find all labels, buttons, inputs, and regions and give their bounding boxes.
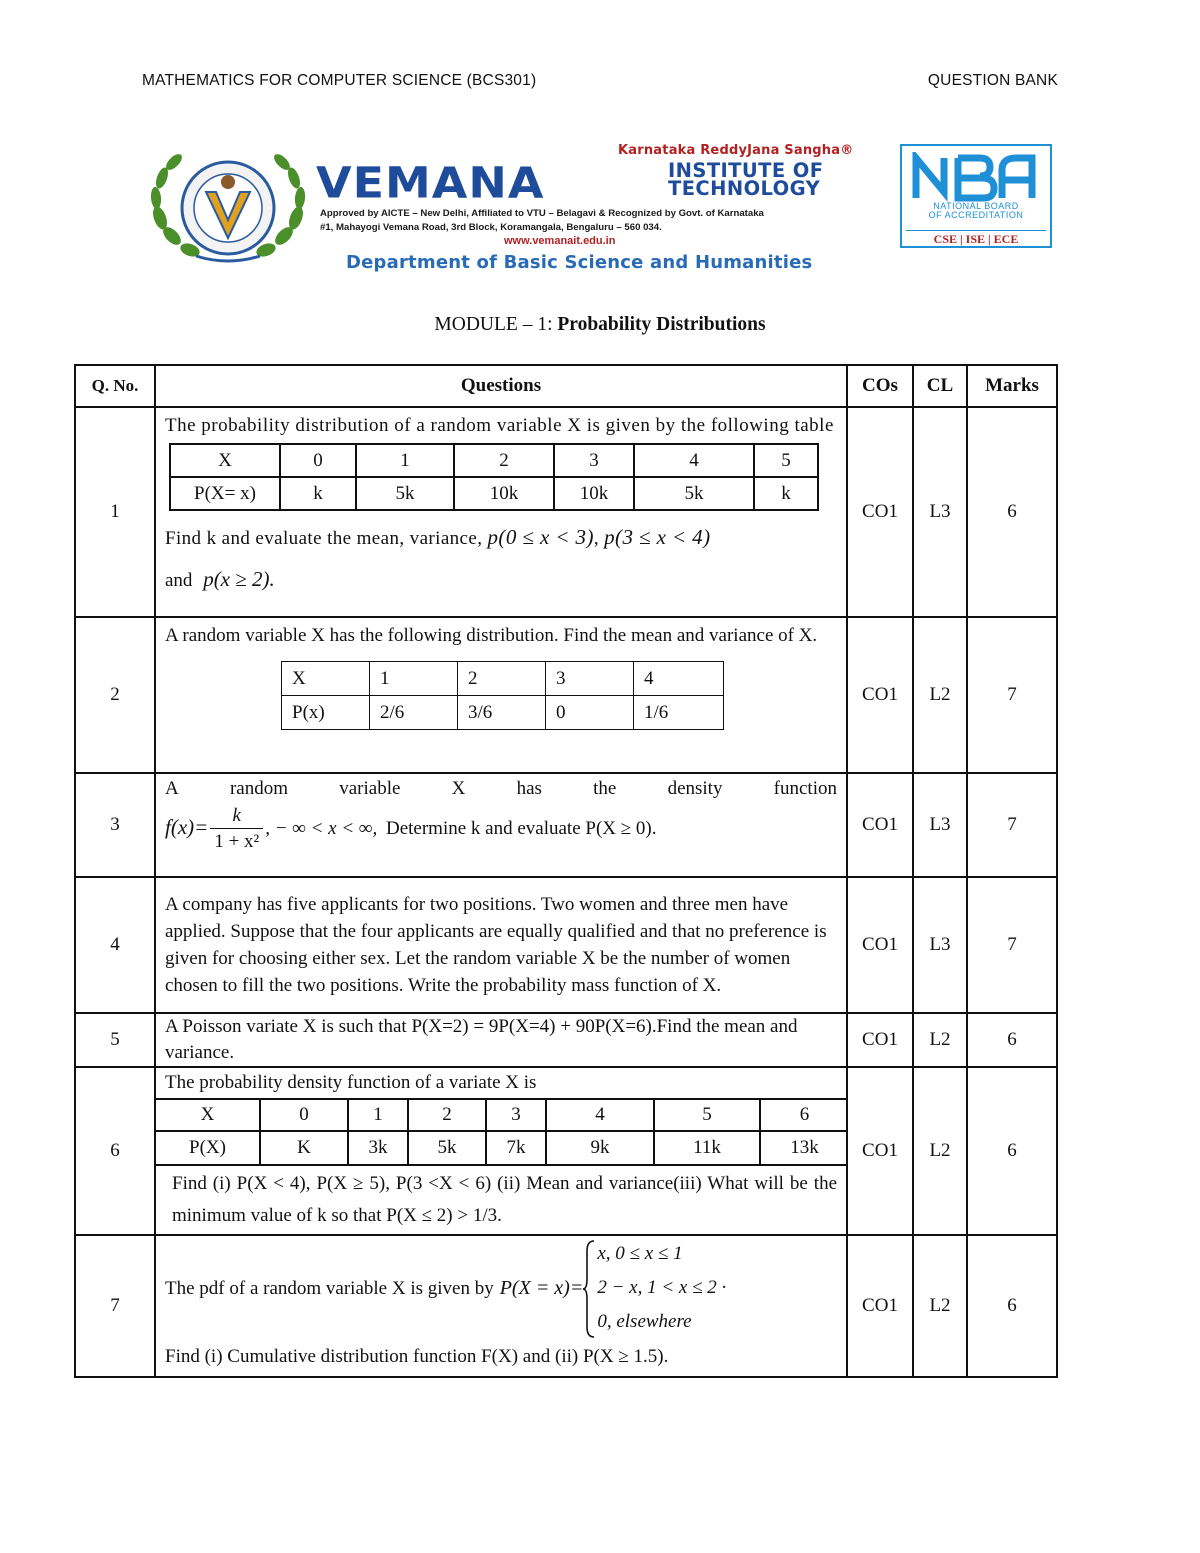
question-text-cell (155, 617, 847, 773)
density-function (165, 804, 837, 855)
x-label: X (170, 444, 280, 477)
question-text-cell (155, 407, 847, 617)
document-type: QUESTION BANK (927, 72, 1058, 89)
question-row-7 (75, 1235, 1057, 1377)
question-number: 6 (75, 1067, 155, 1235)
x-value: 4 (634, 444, 754, 477)
nba-logo-icon (910, 152, 1046, 202)
distribution-table (156, 1098, 848, 1166)
cognitive-level: L2 (913, 1235, 967, 1377)
probability-expression: p(3 ≤ x < 4) (604, 525, 711, 549)
accredited-branches: CSE | ISE | ECE (906, 230, 1046, 247)
course-outcome: CO1 (847, 1235, 913, 1377)
x-value: 2 (454, 444, 554, 477)
module-prefix: MODULE – 1: (434, 314, 558, 335)
p-value: 7k (486, 1131, 546, 1165)
cognitive-level: L3 (913, 773, 967, 877)
function-lhs: f(x)= (165, 814, 209, 839)
question-number: 7 (75, 1235, 155, 1377)
x-values-row (282, 662, 724, 696)
approval-line: Approved by AICTE – New Delhi, Affiliated to VTU – Belagavi & Recognized by Govt. of Karnataka (320, 208, 764, 219)
domain-range: , − ∞ < x < ∞, (265, 817, 378, 839)
x-value: 6 (760, 1099, 848, 1131)
x-value: 1 (370, 662, 458, 696)
nba-subtitle-line1: NATIONAL BOARD (933, 201, 1019, 211)
word: function (773, 778, 837, 799)
question-text: A random variable X has the following distribution. Find the mean and variance of X. (165, 625, 818, 646)
case-3: 0, elsewhere (597, 1311, 692, 1332)
x-value: 1 (348, 1099, 408, 1131)
question-text-cell (155, 1067, 847, 1235)
marks: 7 (967, 877, 1057, 1013)
course-outcome: CO1 (847, 1013, 913, 1067)
fraction-denominator: 1 + x² (214, 831, 260, 852)
p-values-row (170, 477, 818, 510)
x-label: X (156, 1099, 260, 1131)
question-number: 2 (75, 617, 155, 773)
course-title: MATHEMATICS FOR COMPUTER SCIENCE (BCS301) (142, 72, 537, 89)
question-text-line1 (165, 774, 837, 804)
word: random (229, 778, 288, 799)
address-line: #1, Mahayogi Vemana Road, 3rd Block, Koramangala, Bengaluru – 560 034. (320, 222, 662, 233)
table-header-row (75, 365, 1057, 407)
header-cl: CL (913, 365, 967, 407)
x-value: 1 (356, 444, 454, 477)
header-cos: COs (847, 365, 913, 407)
marks: 6 (967, 1067, 1057, 1235)
left-brace-icon (583, 1239, 595, 1339)
module-title: Probability Distributions (557, 314, 766, 335)
word: A (165, 778, 179, 799)
x-value: 0 (260, 1099, 348, 1131)
question-followup: Find (i) Cumulative distribution function F(X) and (ii) P(X ≥ 1.5). (165, 1346, 669, 1367)
question-text-cell (155, 1235, 847, 1377)
question-text-cell (155, 773, 847, 877)
p-value: 2/6 (370, 696, 458, 730)
x-values-row (170, 444, 818, 477)
p-value: 10k (454, 477, 554, 510)
society-name: Karnataka ReddyJana Sangha® (618, 143, 854, 158)
question-followup: Find k and evaluate the mean, variance, p(0 ≤ x < 3), p(3 ≤ x < 4) (165, 525, 711, 549)
question-text: The pdf of a random variable X is given by (165, 1277, 494, 1299)
cognitive-level: L2 (913, 617, 967, 773)
question-number: 3 (75, 773, 155, 877)
question-text: A Poisson variate X is such that P(X=2) = 9P(X=4) + 90P(X=6).Find the mean and variance. (155, 1013, 847, 1067)
x-value: 4 (546, 1099, 654, 1131)
word: variable (339, 778, 401, 799)
p-label: P(X) (156, 1131, 260, 1165)
fraction-numerator: k (210, 804, 263, 829)
question-text: The probability density function of a variate X is (165, 1072, 537, 1093)
p-value: 5k (634, 477, 754, 510)
department-name: Department of Basic Science and Humanities (346, 252, 813, 273)
pdf-definition (165, 1236, 837, 1340)
p-value: 3/6 (458, 696, 546, 730)
question-number: 4 (75, 877, 155, 1013)
word: the (593, 778, 617, 799)
question-row-3 (75, 773, 1057, 877)
module-heading (0, 314, 1200, 336)
institute-wordmark: VEMANA (316, 158, 545, 208)
p-value: 13k (760, 1131, 848, 1165)
course-outcome: CO1 (847, 773, 913, 877)
case-2: 2 − x, 1 < x ≤ 2 · (597, 1277, 727, 1298)
institute-type-line1: INSTITUTE OF (668, 159, 824, 182)
running-header (142, 72, 1058, 96)
probability-expression: p(0 ≤ x < 3) (487, 525, 594, 549)
p-value: 10k (554, 477, 634, 510)
course-outcome: CO1 (847, 877, 913, 1013)
x-value: 3 (554, 444, 634, 477)
question-task: Determine k and evaluate P(X ≥ 0). (385, 817, 657, 839)
course-outcome: CO1 (847, 1067, 913, 1235)
question-number: 5 (75, 1013, 155, 1067)
question-row-5 (75, 1013, 1057, 1067)
marks: 7 (967, 773, 1057, 877)
course-outcome: CO1 (847, 617, 913, 773)
p-value: K (260, 1131, 348, 1165)
marks: 6 (967, 407, 1057, 617)
p-label: P(x) (282, 696, 370, 730)
distribution-table (169, 443, 819, 511)
probability-expression: p(x ≥ 2). (203, 567, 275, 591)
question-row-2 (75, 617, 1057, 773)
p-label: P(X= x) (170, 477, 280, 510)
fraction (210, 804, 263, 855)
followup-and: and (165, 570, 193, 591)
question-followup-2 (165, 559, 837, 601)
question-row-1 (75, 407, 1057, 617)
x-label: X (282, 662, 370, 696)
p-value: 5k (356, 477, 454, 510)
x-value: 5 (754, 444, 818, 477)
x-values-row (156, 1099, 848, 1131)
followup-text: Find k and evaluate the mean, variance, (165, 528, 483, 549)
x-value: 3 (546, 662, 634, 696)
word: has (516, 778, 542, 799)
x-value: 0 (280, 444, 356, 477)
institute-emblem-icon (146, 148, 310, 266)
question-followup: Find (i) P(X < 4), P(X ≥ 5), P(3 <X < 6) (ii) Mean and variance(iii) What will be the minimum value of k so that P(X ≤ 2) > 1/3. (172, 1173, 837, 1226)
question-bank-table (74, 364, 1058, 1378)
header-marks: Marks (967, 365, 1057, 407)
function-lhs: P(X = x)= (499, 1276, 584, 1299)
p-value: 5k (408, 1131, 486, 1165)
cognitive-level: L2 (913, 1013, 967, 1067)
question-row-6 (75, 1067, 1057, 1235)
institute-type-line2: TECHNOLOGY (668, 177, 821, 200)
website-link[interactable]: www.vemanait.edu.in (504, 235, 616, 247)
header-qno: Q. No. (75, 365, 155, 407)
marks: 6 (967, 1013, 1057, 1067)
institute-banner (146, 140, 1056, 285)
course-outcome: CO1 (847, 407, 913, 617)
cognitive-level: L3 (913, 407, 967, 617)
p-values-row (282, 696, 724, 730)
p-value: k (280, 477, 356, 510)
x-value: 2 (408, 1099, 486, 1131)
question-row-4 (75, 877, 1057, 1013)
p-value: k (754, 477, 818, 510)
x-value: 3 (486, 1099, 546, 1131)
cognitive-level: L2 (913, 1067, 967, 1235)
x-value: 4 (634, 662, 724, 696)
p-value: 1/6 (634, 696, 724, 730)
marks: 7 (967, 617, 1057, 773)
p-value: 11k (654, 1131, 760, 1165)
nba-subtitle (902, 202, 1050, 220)
p-value: 0 (546, 696, 634, 730)
nba-accreditation-badge (900, 144, 1052, 248)
institute-type (668, 159, 824, 200)
word: density (667, 778, 723, 799)
p-value: 3k (348, 1131, 408, 1165)
cognitive-level: L3 (913, 877, 967, 1013)
p-values-row (156, 1131, 848, 1165)
piecewise-cases (583, 1237, 726, 1339)
case-1: x, 0 ≤ x ≤ 1 (597, 1243, 683, 1264)
nba-subtitle-line2: OF ACCREDITATION (928, 210, 1024, 220)
distribution-table (281, 661, 724, 730)
header-questions: Questions (155, 365, 847, 407)
p-value: 9k (546, 1131, 654, 1165)
question-number: 1 (75, 407, 155, 617)
x-value: 2 (458, 662, 546, 696)
question-text: A company has five applicants for two positions. Two women and three men have applied. Suppose that the four applicants are equally qualified and that no preference is given for choosing either sex. Let the random variable X be the number of women chosen to fill the two positions. Write the probability mass function of X. (155, 877, 847, 1013)
question-text: The probability distribution of a random variable X is given by the following table (165, 415, 834, 436)
x-value: 5 (654, 1099, 760, 1131)
marks: 6 (967, 1235, 1057, 1377)
word: X (451, 778, 466, 799)
